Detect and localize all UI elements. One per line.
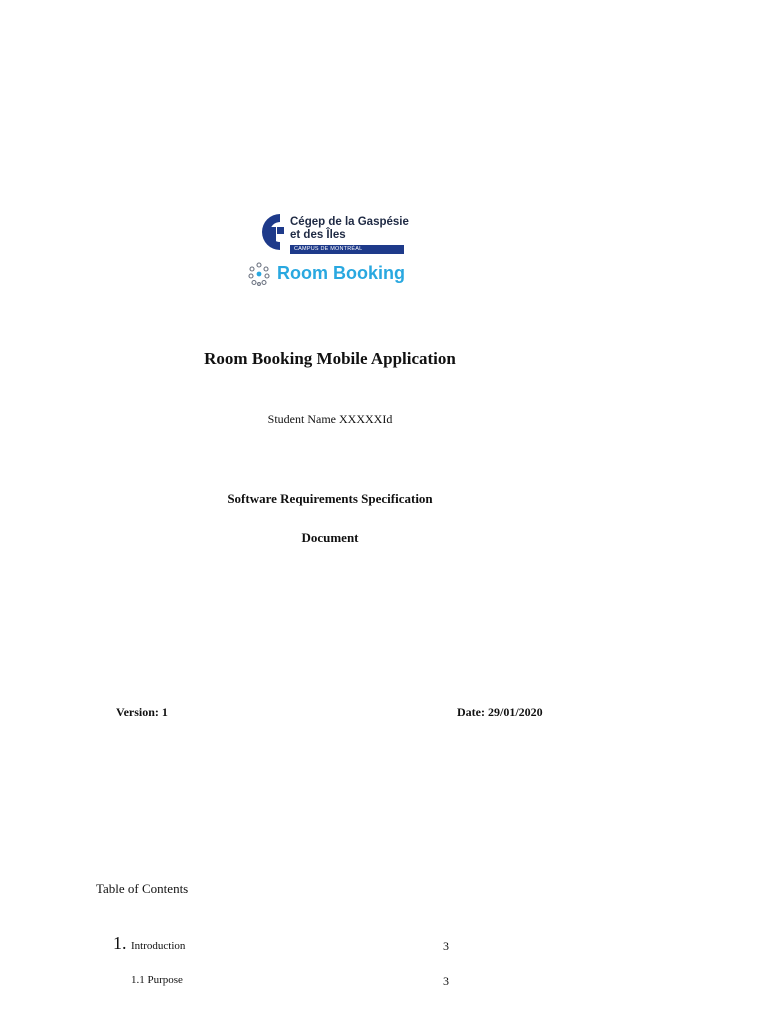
college-logo	[248, 210, 428, 290]
date-label: Date: 29/01/2020	[457, 705, 543, 719]
toc-entry-introduction[interactable]: Introduction	[131, 940, 186, 952]
toc-entry-page: 3	[443, 939, 449, 953]
document-subtitle-line1: Software Requirements Specification	[227, 491, 433, 506]
toc-entry-number: 1.	[113, 933, 127, 953]
student-name: Student Name XXXXXId	[267, 412, 393, 426]
cegep-logo-mark-icon	[250, 210, 286, 254]
toc-heading: Table of Contents	[96, 881, 189, 896]
room-booking-dots-icon	[248, 262, 270, 286]
toc-entry-page: 3	[443, 974, 449, 988]
document-subtitle-line2: Document	[301, 530, 359, 545]
version-label: Version: 1	[116, 705, 168, 719]
institution-name-line2: et des Îles	[290, 229, 346, 241]
toc-entry-purpose[interactable]: 1.1 Purpose	[131, 974, 183, 986]
room-booking-wordmark: Room Booking	[277, 263, 405, 283]
institution-name-line1: Cégep de la Gaspésie	[290, 216, 409, 228]
campus-label: CAMPUS DE MONTRÉAL	[290, 245, 404, 254]
document-title: Room Booking Mobile Application	[204, 349, 456, 368]
